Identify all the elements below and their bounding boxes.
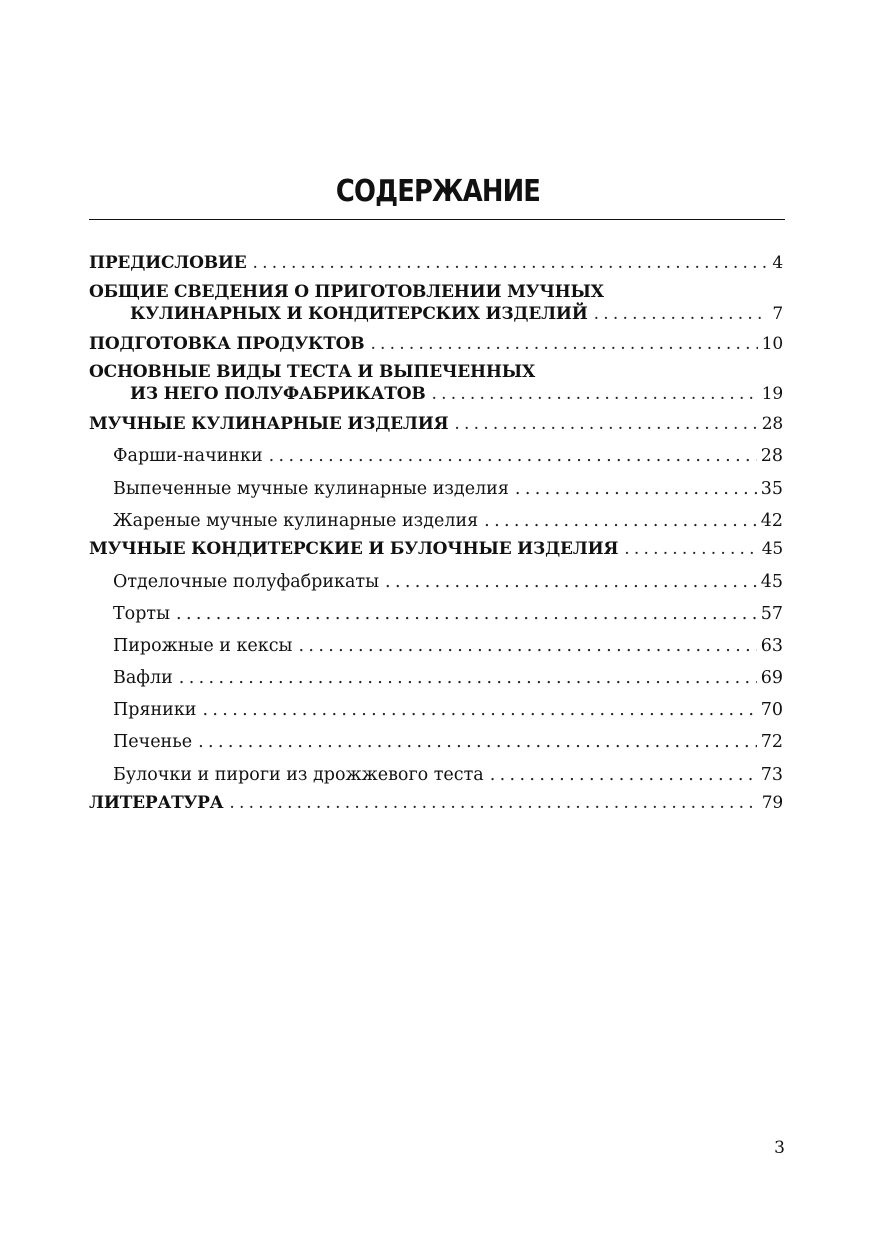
dot-leader: [515, 478, 757, 500]
toc-page-number: 28: [761, 414, 783, 434]
toc-page-number: 70: [760, 700, 783, 720]
toc-entry-finishing[interactable]: [113, 571, 783, 593]
dot-leader: [202, 699, 756, 721]
toc-page-number: 72: [760, 732, 783, 752]
toc-page-number: 42: [760, 511, 783, 531]
toc-entry-title: Выпеченные мучные кулинарные изделия: [113, 479, 509, 499]
dot-leader: [370, 333, 757, 355]
toc-page-number: 10: [761, 334, 783, 354]
toc-page-number: 79: [761, 793, 783, 813]
toc-entry-dough-types[interactable]: [89, 361, 783, 405]
toc-entry-literature[interactable]: [89, 792, 783, 814]
dot-leader: [176, 603, 757, 625]
toc-page-number: 4: [772, 253, 783, 273]
page-title: СОДЕРЖАНИЕ: [335, 174, 541, 209]
dot-leader: [269, 445, 757, 467]
toc-entry-title: Жареные мучные кулинарные изделия: [113, 511, 479, 531]
toc-entry-product-preparation[interactable]: [89, 333, 783, 355]
dot-leader: [432, 383, 758, 405]
toc-entry-title: ПРЕДИСЛОВИЕ: [89, 253, 247, 273]
toc-entry-title: Фарши-начинки: [113, 446, 263, 466]
table-of-contents: [89, 0, 783, 1240]
dot-leader: [484, 510, 757, 532]
toc-entry-title: Вафли: [113, 668, 173, 688]
dot-leader: [454, 413, 757, 435]
toc-entry-title: Торты: [113, 604, 171, 624]
toc-entry-general-info[interactable]: [89, 281, 783, 325]
toc-entry-preface[interactable]: [89, 252, 783, 274]
toc-entry-title: Печенье: [113, 732, 193, 752]
toc-page-number: 28: [760, 446, 783, 466]
dot-leader: [490, 764, 757, 786]
toc-entry-title: ЛИТЕРАТУРА: [89, 793, 224, 813]
toc-entry-gingerbread[interactable]: [113, 699, 783, 721]
dot-leader: [594, 303, 769, 325]
toc-entry-waffles[interactable]: [113, 667, 783, 689]
toc-page-number: 63: [760, 636, 783, 656]
dot-leader: [229, 792, 757, 814]
toc-page-number: 19: [761, 384, 783, 404]
toc-page-number: 35: [760, 479, 783, 499]
toc-entry-flour-culinary[interactable]: [89, 413, 783, 435]
toc-page-number: 73: [760, 765, 783, 785]
toc-entry-baked-culinary[interactable]: [113, 478, 783, 500]
dot-leader: [385, 571, 757, 593]
toc-entry-cakes[interactable]: [113, 603, 783, 625]
toc-entry-fillings[interactable]: [113, 445, 783, 467]
toc-entry-pastries[interactable]: [113, 635, 783, 657]
toc-entry-title: Пряники: [113, 700, 197, 720]
toc-entry-title: ОБЩИЕ СВЕДЕНИЯ О ПРИГОТОВЛЕНИИ МУЧНЫХ: [89, 282, 604, 302]
dot-leader: [198, 731, 757, 753]
toc-entry-title: Отделочные полуфабрикаты: [113, 572, 380, 592]
toc-entry-yeast-buns[interactable]: [113, 764, 783, 786]
toc-entry-confectionery[interactable]: [89, 538, 783, 560]
dot-leader: [298, 635, 756, 657]
toc-page-number: 69: [760, 668, 783, 688]
toc-entry-title: ПОДГОТОВКА ПРОДУКТОВ: [89, 334, 365, 354]
toc-entry-title: Булочки и пироги из дрожжевого теста: [113, 765, 484, 785]
dot-leader: [253, 252, 769, 274]
toc-entry-title: Пирожные и кексы: [113, 636, 293, 656]
toc-page-number: 57: [760, 604, 783, 624]
toc-page-number: 45: [760, 572, 783, 592]
dot-leader: [179, 667, 757, 689]
toc-entry-title: ОСНОВНЫЕ ВИДЫ ТЕСТА И ВЫПЕЧЕННЫХ: [89, 362, 536, 382]
dot-leader: [624, 538, 758, 560]
toc-page-number: 7: [772, 304, 783, 324]
toc-entry-title: МУЧНЫЕ КОНДИТЕРСКИЕ И БУЛОЧНЫЕ ИЗДЕЛИЯ: [89, 539, 619, 559]
toc-entry-fried-culinary[interactable]: [113, 510, 783, 532]
toc-entry-title: МУЧНЫЕ КУЛИНАРНЫЕ ИЗДЕЛИЯ: [89, 414, 449, 434]
toc-entry-title-continued: КУЛИНАРНЫХ И КОНДИТЕРСКИХ ИЗДЕЛИЙ: [130, 304, 588, 324]
toc-entry-title-continued: ИЗ НЕГО ПОЛУФАБРИКАТОВ: [130, 384, 426, 404]
toc-entry-cookies[interactable]: [113, 731, 783, 753]
page-number: 3: [774, 1138, 785, 1158]
toc-page-number: 45: [761, 539, 783, 559]
